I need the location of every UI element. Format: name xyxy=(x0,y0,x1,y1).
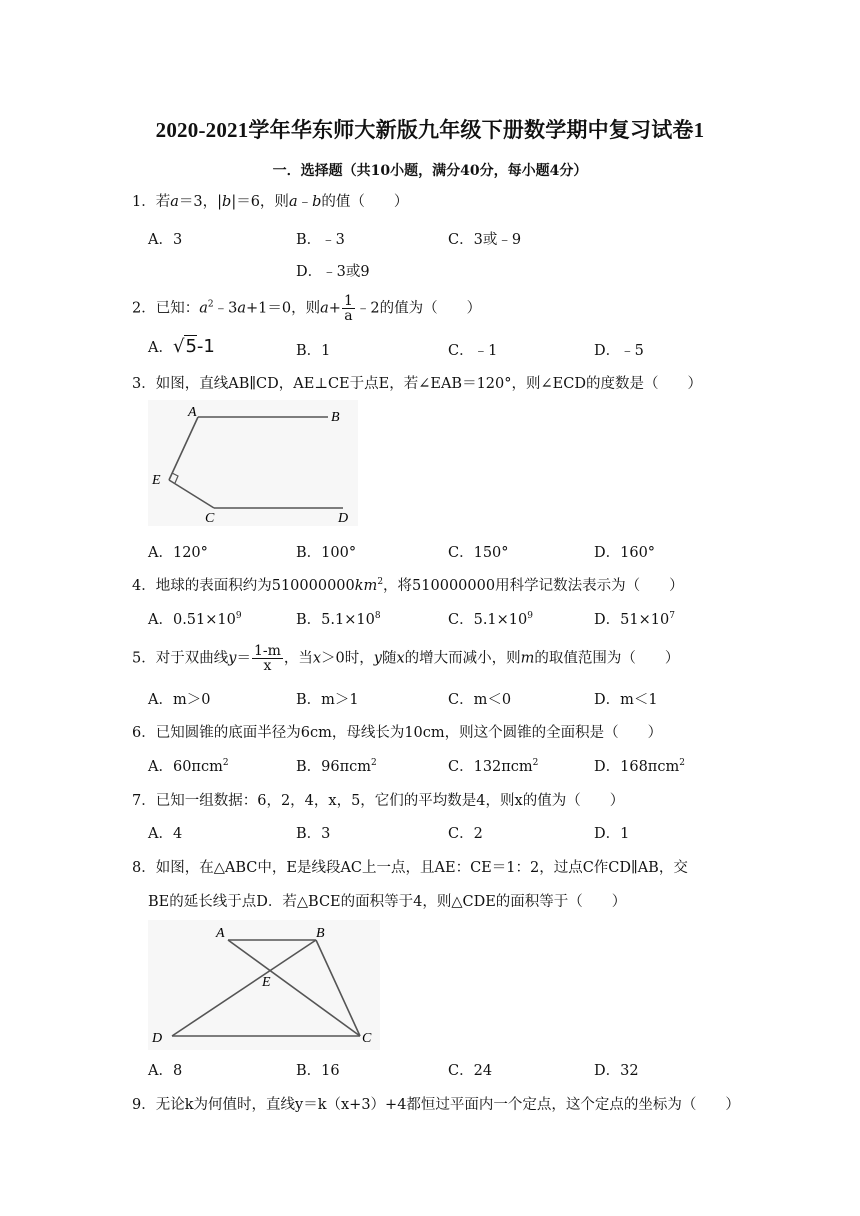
question-6-option-c[interactable]: C．132πcm$^2$ xyxy=(448,758,539,775)
question-4-option-c[interactable]: C．$5.1\times 10^9$ xyxy=(448,611,533,628)
question-9-stem: 9．无论k为何值时，直线y＝k（x+3）+4都恒过平面内一个定点，这个定点的坐标为（ ） xyxy=(132,1097,740,1113)
label-a: A xyxy=(188,405,197,420)
question-5-option-d[interactable]: D．m＜1 xyxy=(594,692,658,708)
label-a: A xyxy=(216,926,225,941)
question-1-stem: 1．若a＝3，|b|＝6，则a﹣b的值（ ） xyxy=(132,194,409,210)
question-8-option-d[interactable]: D．32 xyxy=(594,1063,639,1079)
question-1-option-b[interactable]: B．﹣3 xyxy=(296,232,345,248)
question-3-option-c[interactable]: C．150° xyxy=(448,545,509,561)
fraction-one-over-a: $\frac{1}{a}$ xyxy=(343,293,353,324)
label-c: C xyxy=(362,1031,372,1046)
question-8-option-b[interactable]: B．16 xyxy=(296,1063,340,1079)
question-5-option-a[interactable]: A．m＞0 xyxy=(148,692,211,708)
label-b: B xyxy=(331,410,340,425)
question-2-option-b[interactable]: B．1 xyxy=(296,343,331,359)
question-2-option-c[interactable]: C．﹣1 xyxy=(448,343,498,359)
label-e: E xyxy=(152,473,161,488)
question-2-stem: 2．已知：$a^2﹣3a+1=0$，则a+ $\frac{1}{a}$ ﹣2的值为（ ） xyxy=(132,293,482,324)
question-8-stem-line-1: 8．如图，在△ABC中，E是线段AC上一点，且AE：CE＝1：2，过点C作CD∥AB，交 xyxy=(132,860,688,876)
question-6-option-b[interactable]: B．96πcm$^2$ xyxy=(296,758,377,775)
question-4-stem: 4．地球的表面积约为$510000000km^2$，将510000000用科学记数法表示为（ ） xyxy=(132,577,684,594)
sqrt-icon: √5-1 xyxy=(172,336,215,357)
question-7-option-c[interactable]: C．2 xyxy=(448,826,483,842)
question-2-option-d[interactable]: D．﹣5 xyxy=(594,343,644,359)
question-1-option-d[interactable]: D．﹣3或9 xyxy=(296,264,370,280)
label-c: C xyxy=(205,511,215,526)
page-title: 2020-2021学年华东师大新版九年级下册数学期中复习试卷1 xyxy=(155,118,705,142)
question-4-option-b[interactable]: B．$5.1\times 10^8$ xyxy=(296,611,381,628)
question-6-stem: 6．已知圆锥的底面半径为6cm，母线长为10cm，则这个圆锥的全面积是（ ） xyxy=(132,725,663,741)
question-7-option-b[interactable]: B．3 xyxy=(296,826,331,842)
question-1-option-c[interactable]: C．3或﹣9 xyxy=(448,232,522,248)
label-e: E xyxy=(262,975,271,990)
question-3-option-b[interactable]: B．100° xyxy=(296,545,357,561)
label-d: D xyxy=(338,511,349,526)
question-3-option-a[interactable]: A．120° xyxy=(148,545,208,561)
question-5-option-b[interactable]: B．m＞1 xyxy=(296,692,359,708)
question-2-option-a[interactable]: A．√5-1 xyxy=(148,336,215,357)
question-5-stem: 5．对于双曲线y＝ $\frac{1-m}{x}$ ，当x＞0时，y随x的增大而减小，则m的取值范围为（ ） xyxy=(132,643,680,674)
question-8-option-a[interactable]: A．8 xyxy=(148,1063,183,1079)
question-7-option-d[interactable]: D．1 xyxy=(594,826,630,842)
question-8-stem-line-2: BE的延长线于点D．若△BCE的面积等于4，则△CDE的面积等于（ ） xyxy=(148,894,627,910)
question-3-figure xyxy=(148,400,358,526)
question-7-stem: 7．已知一组数据：6，2，4，x，5，它们的平均数是4，则x的值为（ ） xyxy=(132,793,625,809)
question-1-option-a[interactable]: A．3 xyxy=(148,232,183,248)
question-6-option-a[interactable]: A．60πcm$^2$ xyxy=(148,758,229,775)
question-4-option-d[interactable]: D．$51\times 10^7$ xyxy=(594,611,675,628)
figure-background xyxy=(148,400,358,526)
question-8-figure xyxy=(148,920,380,1050)
label-b: B xyxy=(316,926,325,941)
fraction-one-minus-m-over-x: $\frac{1-m}{x}$ xyxy=(253,643,281,674)
question-5-option-c[interactable]: C．m＜0 xyxy=(448,692,512,708)
question-8-option-c[interactable]: C．24 xyxy=(448,1063,493,1079)
question-7-option-a[interactable]: A．4 xyxy=(148,826,183,842)
label-d: D xyxy=(152,1031,163,1046)
question-3-stem: 3．如图，直线AB∥CD，AE⊥CE于点E，若∠EAB＝120°，则∠ECD的度数是（ ） xyxy=(132,376,702,392)
question-4-option-a[interactable]: A．$0.51\times 10^9$ xyxy=(148,611,242,628)
question-6-option-d[interactable]: D．168πcm$^2$ xyxy=(594,758,685,775)
section-heading: 一．选择题（共10小题，满分40分，每小题4分） xyxy=(272,163,588,179)
question-3-option-d[interactable]: D．160° xyxy=(594,545,656,561)
